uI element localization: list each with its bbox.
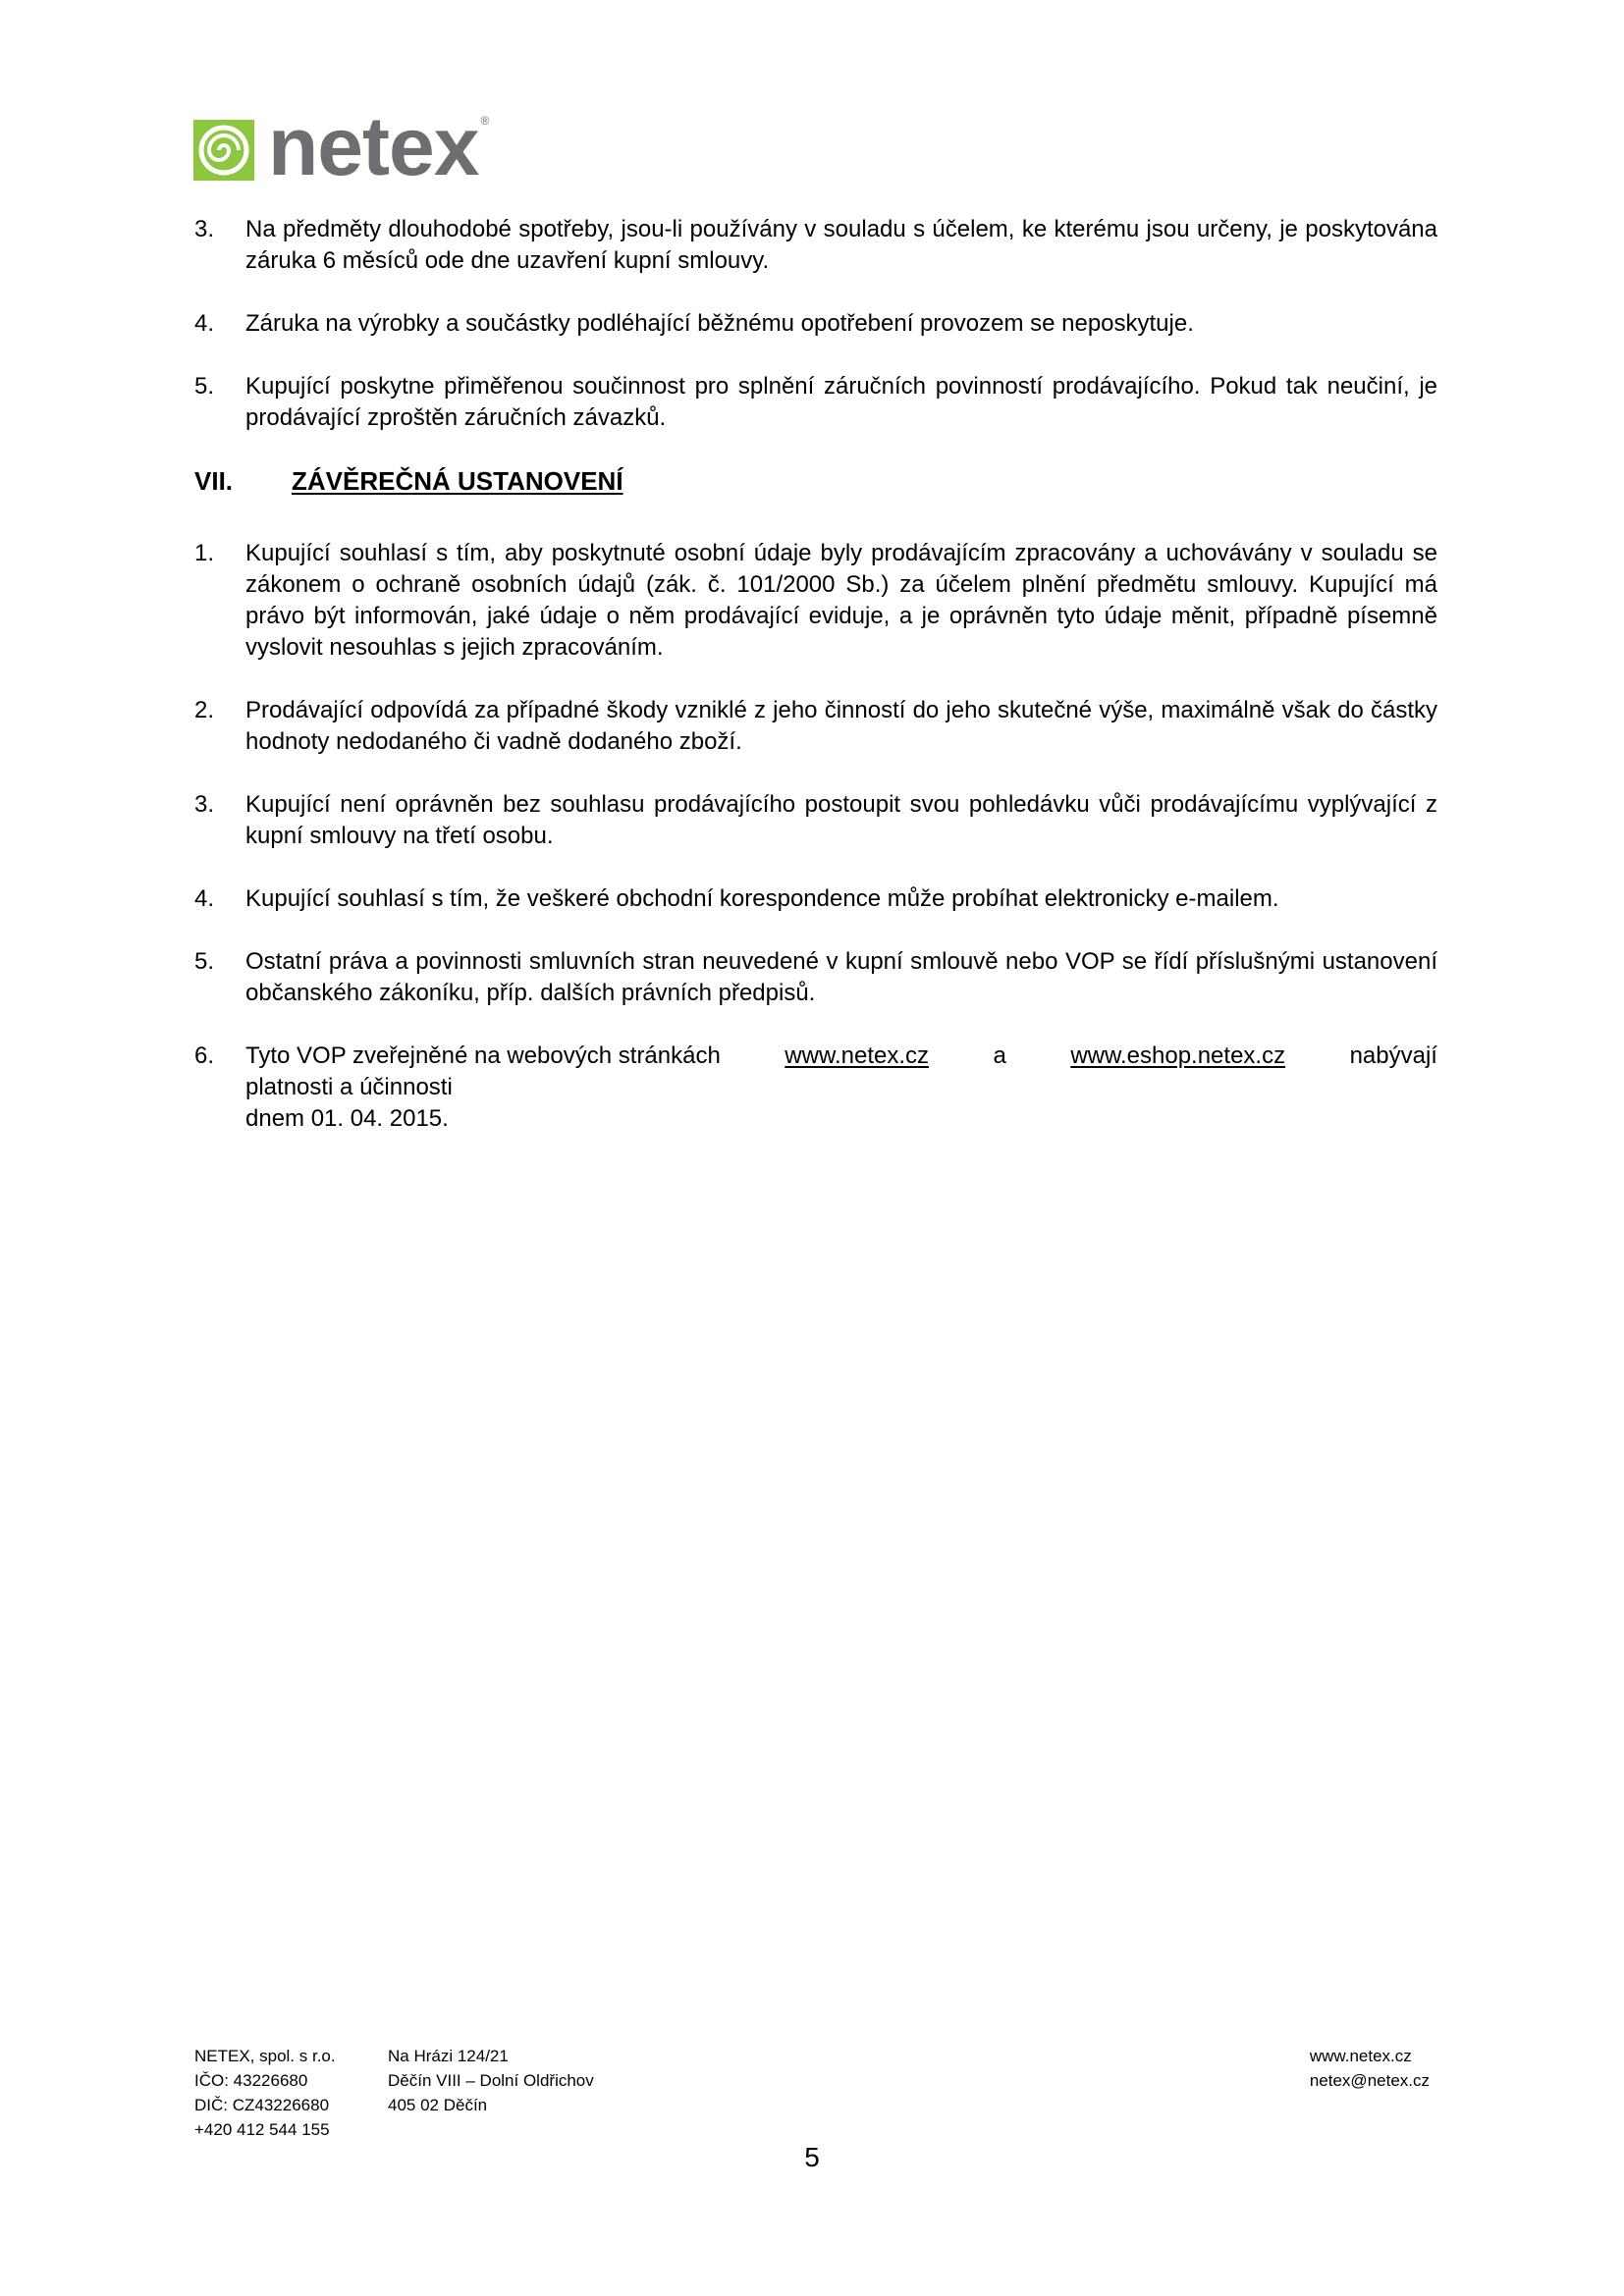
item-number: 1.: [194, 540, 215, 566]
list-item: [194, 538, 1437, 664]
footer-contact: [1310, 2044, 1430, 2093]
netex-spiral-icon: [193, 120, 254, 181]
section-heading: [194, 465, 1437, 497]
list-item: [194, 946, 1437, 1009]
list-item: [194, 308, 1437, 340]
section-number: VII.: [194, 466, 234, 496]
footer-web-link[interactable]: www.netex.cz: [1309, 2047, 1412, 2065]
item-number: 3.: [194, 216, 215, 242]
footer-address: Na Hrázi 124/21 Děčín VIII – Dolní Oldřichov 405 02 Děčín: [388, 2047, 594, 2114]
list-item: [194, 695, 1437, 758]
footer-company: NETEX, spol. s r.o. IČO: 43226680 DIČ: CZ43226680 +420 412 544 155: [194, 2047, 336, 2139]
list-item: [194, 214, 1437, 277]
document-body: [194, 214, 1437, 1166]
eshop-link[interactable]: www.eshop.netex.cz: [1070, 1042, 1286, 1069]
list-item: [194, 789, 1437, 852]
item-text: Kupující souhlasí s tím, že veškeré obchodní korespondence může probíhat elektronicky e-mailem.: [245, 885, 1279, 912]
item-text: Na předměty dlouhodobé spotřeby, jsou-li používány v souladu s účelem, ke kterému jsou určeny, je poskytována záruka 6 měsíců ode dne uzavření kupní smlouvy.: [245, 216, 1437, 274]
logo-registered-mark: ®: [480, 114, 490, 128]
item-text: Záruka na výrobky a součástky podléhající běžnému opotřebení provozem se neposkytuje.: [245, 310, 1194, 337]
page-number: 5: [804, 2142, 820, 2172]
item-text: Kupující souhlasí s tím, aby poskytnuté osobní údaje byly prodávajícím zpracovány a uchovávány v souladu se zákonem o ochraně osobních údajů (zák. č. 101/2000 Sb.) za účelem plnění předmětu smlouvy. Kupující má právo být informován, jaké údaje o něm prodávající eviduje, a je oprávněn tyto údaje měnit, případně písemně vyslovit nesouhlas s jejich zpracováním.: [245, 540, 1437, 661]
item-number: 2.: [194, 697, 215, 723]
item-text: Kupující poskytne přiměřenou součinnost pro splnění záručních povinností prodávajícího. Pokud tak neučiní, je prodávající zproštěn záručních závazků.: [245, 373, 1437, 431]
warranty-list: [194, 214, 1437, 434]
item-text: Ostatní práva a povinnosti smluvních stran neuvedené v kupní smlouvě nebo VOP se řídí příslušnými ustanovení občanského zákoníku, příp. dalších právních předpisů.: [245, 948, 1437, 1006]
list-item: [194, 1041, 1437, 1135]
item-text: Prodávající odpovídá za případné škody vzniklé z jeho činností do jeho skutečné výše, maximálně však do částky hodnoty nedodaného či vadně dodaného zboží.: [245, 697, 1437, 755]
item-number: 4.: [194, 310, 215, 337]
footer-email-link[interactable]: netex@netex.cz: [1309, 2071, 1430, 2090]
item-number: 4.: [194, 885, 215, 912]
item-number: 3.: [194, 791, 215, 818]
list-item: [194, 883, 1437, 915]
netex-logo: [193, 100, 490, 192]
section-title: ZÁVĚREČNÁ USTANOVENÍ: [292, 466, 623, 496]
item-number: 5.: [194, 948, 215, 975]
item-number: 6.: [194, 1042, 215, 1069]
list-item: [194, 371, 1437, 434]
item-text: Kupující není oprávněn bez souhlasu prodávajícího postoupit svou pohledávku vůči prodávajícímu vyplývající z kupní smlouvy na třetí osobu.: [245, 791, 1437, 849]
item-text: Tyto VOP zveřejněné na webových stránkách www.netex.cz a www.eshop.netex.cz nabývají platnosti a účinnosti dnem 01. 04. 2015.: [245, 1042, 1437, 1132]
netex-link[interactable]: www.netex.cz: [785, 1042, 930, 1069]
logo-wordmark: netex: [268, 100, 479, 192]
item-number: 5.: [194, 373, 215, 400]
final-provisions-list: [194, 538, 1437, 1009]
